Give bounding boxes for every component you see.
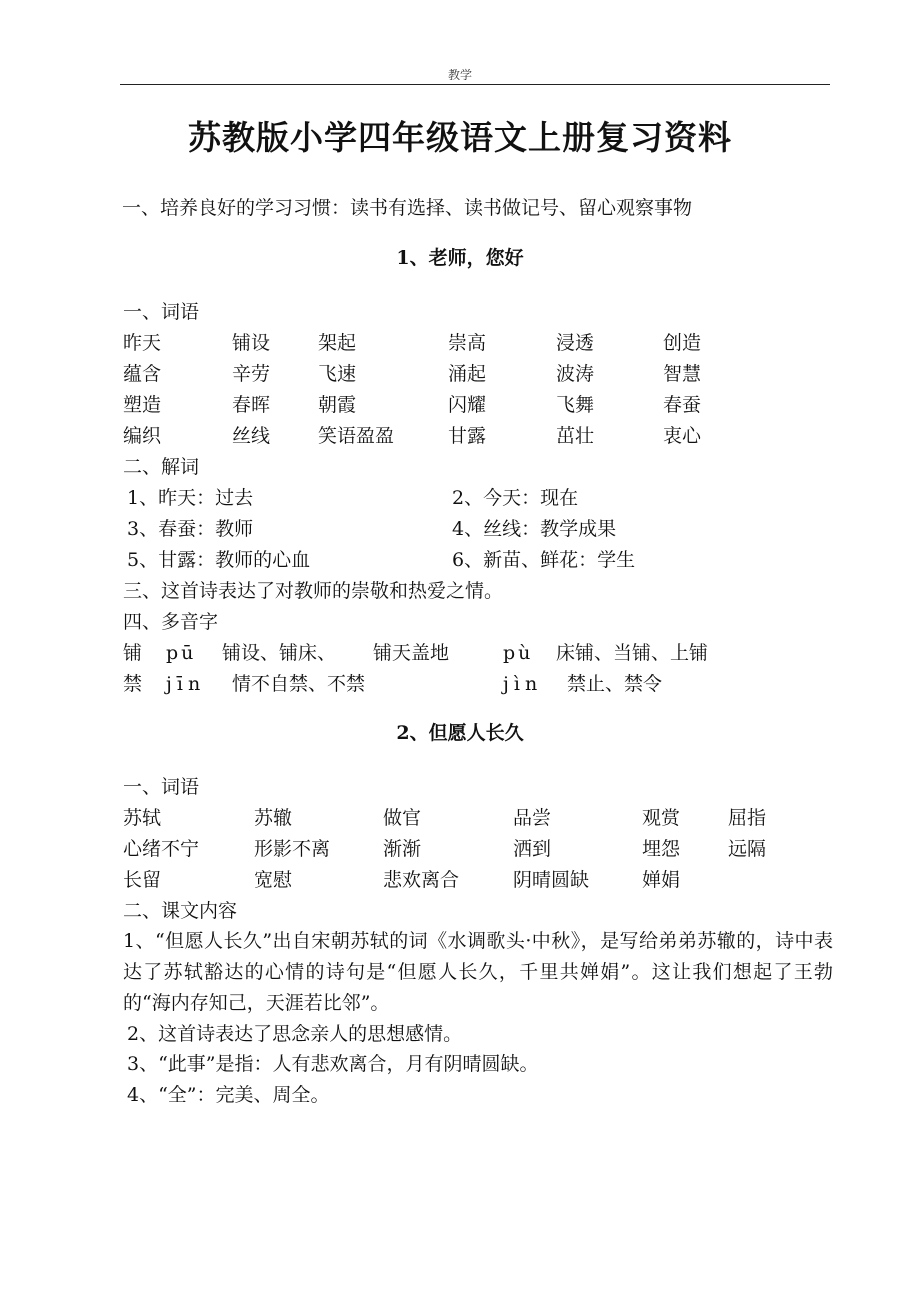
- vocab-word: 丝线: [232, 425, 271, 447]
- vocab-word: 辛劳: [232, 363, 271, 385]
- polyphone-words: 禁止、禁令: [567, 673, 663, 695]
- vocab-word: 做官: [383, 807, 422, 829]
- vocab-word: 笑语盈盈: [318, 425, 395, 447]
- vocab-word: 智慧: [663, 363, 702, 385]
- vocab-word: 屈指: [728, 807, 767, 829]
- vocab-word: 创造: [663, 332, 702, 354]
- polyphone-char: 铺: [123, 642, 143, 664]
- explain-item: 1、昨天：过去: [127, 487, 254, 509]
- vocab-word: 渐渐: [383, 838, 422, 860]
- pinyin: jīn: [166, 673, 206, 695]
- vocab-word: 编织: [123, 425, 162, 447]
- lesson2-vocab-heading: 一、词语: [123, 776, 200, 798]
- vocab-word: 飞舞: [556, 394, 595, 416]
- lesson1-poly-heading: 四、多音字: [123, 611, 219, 633]
- vocab-word: 长留: [123, 869, 162, 891]
- polyphone-char: 禁: [123, 673, 143, 695]
- lesson1-point3: 三、这首诗表达了对教师的崇敬和热爱之情。: [123, 580, 504, 602]
- vocab-word: 崇高: [448, 332, 487, 354]
- explain-item: 4、丝线：教学成果: [452, 518, 617, 540]
- lesson2-title: 2、但愿人长久: [396, 722, 524, 744]
- vocab-word: 蕴含: [123, 363, 162, 385]
- vocab-word: 涌起: [448, 363, 487, 385]
- vocab-word: 宽慰: [254, 869, 293, 891]
- lesson1-explain-heading: 二、解词: [123, 456, 200, 478]
- vocab-word: 塑造: [123, 394, 162, 416]
- explain-item: 2、今天：现在: [452, 487, 579, 509]
- vocab-word: 婵娟: [642, 869, 681, 891]
- lesson1-title: 1、老师，您好: [396, 247, 524, 269]
- vocab-word: 形影不离: [254, 838, 331, 860]
- polyphone-words: 铺天盖地: [373, 642, 450, 664]
- vocab-word: 朝霞: [318, 394, 357, 416]
- explain-item: 6、新苗、鲜花：学生: [452, 549, 636, 571]
- pinyin: jìn: [503, 673, 543, 695]
- polyphone-words: 铺设、铺床、: [222, 642, 337, 664]
- vocab-word: 波涛: [556, 363, 595, 385]
- vocab-word: 架起: [318, 332, 357, 354]
- page-title: 苏教版小学四年级语文上册复习资料: [188, 118, 732, 157]
- vocab-word: 心绪不宁: [123, 838, 200, 860]
- page-header: 教学: [447, 68, 472, 82]
- lesson2-content-item: 3、“此事”是指：人有悲欢离合，月有阴晴圆缺。: [127, 1053, 539, 1075]
- vocab-word: 苏辙: [254, 807, 293, 829]
- vocab-word: 茁壮: [556, 425, 595, 447]
- pinyin: pū: [166, 642, 197, 664]
- vocab-word: 浸透: [556, 332, 595, 354]
- vocab-word: 春蚕: [663, 394, 702, 416]
- explain-item: 5、甘露：教师的心血: [127, 549, 311, 571]
- lesson2-content-item: 2、这首诗表达了思念亲人的思想感情。: [127, 1023, 463, 1045]
- lesson1-vocab-heading: 一、词语: [123, 301, 200, 323]
- pinyin: pù: [503, 642, 534, 664]
- vocab-word: 观赏: [642, 807, 681, 829]
- vocab-word: 阴晴圆缺: [513, 869, 590, 891]
- lesson2-content-heading: 二、课文内容: [123, 900, 238, 922]
- lesson2-content-item: 1、“但愿人长久”出自宋朝苏轼的词《水调歌头·中秋》，是写给弟弟苏辙的，诗中表达了苏轼豁达的心情的诗句是“但愿人长久，千里共婵娟”。这让我们想起了王勃的“海内存知己，天涯若比邻”。: [123, 930, 833, 1014]
- vocab-word: 昨天: [123, 332, 162, 354]
- vocab-word: 飞速: [318, 363, 357, 385]
- vocab-word: 铺设: [232, 332, 271, 354]
- vocab-word: 品尝: [513, 807, 552, 829]
- polyphone-words: 床铺、当铺、上铺: [556, 642, 709, 664]
- vocab-word: 春晖: [232, 394, 271, 416]
- lesson2-content-item: 4、“全”：完美、周全。: [127, 1084, 330, 1106]
- vocab-word: 远隔: [728, 838, 767, 860]
- intro-line: 一、培养良好的学习习惯：读书有选择、读书做记号、留心观察事物: [122, 197, 693, 219]
- polyphone-words: 情不自禁、不禁: [232, 673, 366, 695]
- vocab-word: 苏轼: [123, 807, 162, 829]
- vocab-word: 埋怨: [642, 838, 681, 860]
- vocab-word: 甘露: [448, 425, 487, 447]
- vocab-word: 闪耀: [448, 394, 487, 416]
- explain-item: 3、春蚕：教师: [127, 518, 254, 540]
- vocab-word: 悲欢离合: [383, 869, 460, 891]
- header-rule: [120, 84, 830, 85]
- vocab-word: 洒到: [513, 838, 552, 860]
- vocab-word: 衷心: [663, 425, 702, 447]
